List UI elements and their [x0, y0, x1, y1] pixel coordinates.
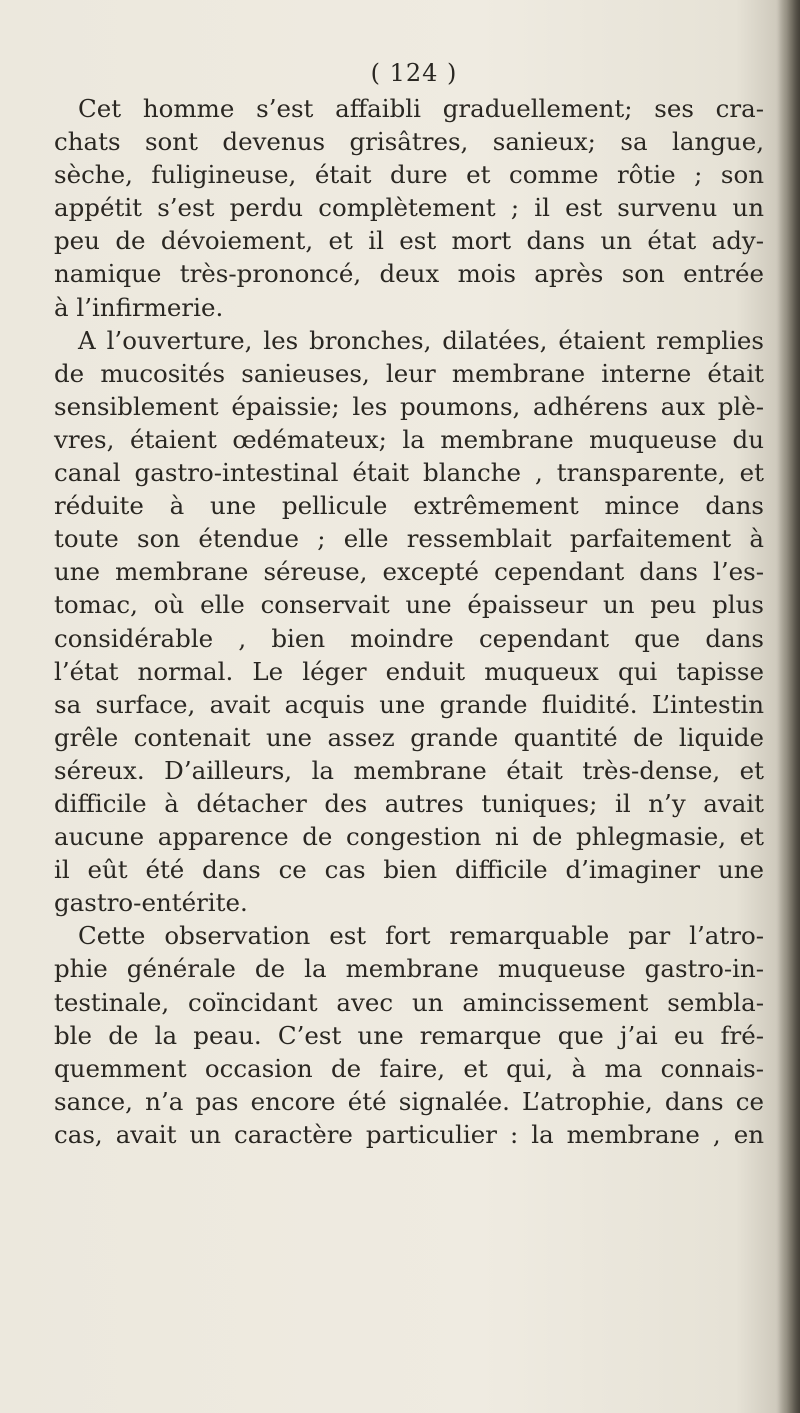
page-text: [54, 58, 764, 1151]
text-line: peu de dévoiement, et il est mort dans un état ady-: [54, 226, 764, 256]
text-line: sensiblement épaissie; les poumons, adhérens aux plè-: [54, 391, 764, 421]
paragraph-2: [54, 324, 764, 920]
text-line: Cet homme s’est affaibli graduellement; ses cra-: [78, 94, 764, 123]
text-line: Cette observation est fort remarquable par l’atro-: [78, 921, 764, 951]
text-line: une membrane séreuse, excepté cependant dans l’es-: [54, 557, 764, 587]
text-line: séreux. D’ailleurs, la membrane était très-dense, et: [54, 755, 764, 785]
paragraph-1: [54, 92, 764, 324]
text-line: ble de la peau. C’est une remarque que j’ai eu fré-: [54, 1020, 764, 1050]
text-line: gastro-entérite.: [54, 888, 248, 918]
text-line: vres, étaient œdémateux; la membrane muqueuse du: [54, 424, 764, 454]
text-line: de mucosités sanieuses, leur membrane interne était: [54, 358, 764, 388]
text-line: à l’infirmerie.: [54, 292, 224, 322]
text-line: sa surface, avait acquis une grande fluidité. L’intestin: [54, 689, 764, 719]
text-line: appétit s’est perdu complètement ; il est survenu un: [54, 193, 764, 223]
text-line: toute son étendue ; elle ressemblait parfaitement à: [54, 524, 764, 554]
text-line: difficile à détacher des autres tuniques; il n’y avait: [54, 788, 764, 818]
text-line: il eût été dans ce cas bien difficile d’imaginer une: [54, 855, 764, 885]
page-gutter-shadow: [778, 0, 800, 1413]
text-line: réduite à une pellicule extrêmement mince dans: [54, 491, 764, 521]
text-line: considérable , bien moindre cependant que dans: [54, 623, 764, 653]
text-line: tomac, où elle conservait une épaisseur un peu plus: [54, 590, 764, 620]
text-line: chats sont devenus grisâtres, sanieux; sa langue,: [54, 127, 764, 157]
text-line: cas, avait un caractère particulier : la membrane , en: [54, 1119, 764, 1149]
text-line: canal gastro-intestinal était blanche , transparente, et: [54, 458, 764, 488]
text-line: A l’ouverture, les bronches, dilatées, étaient remplies: [78, 325, 764, 355]
text-line: aucune apparence de congestion ni de phlegmasie, et: [54, 822, 764, 852]
paragraph-3: [54, 919, 764, 1151]
page-number: ( 124 ): [370, 59, 458, 87]
text-line: phie générale de la membrane muqueuse gastro-in-: [54, 954, 764, 984]
text-line: testinale, coïncidant avec un amincissement sembla-: [54, 987, 764, 1017]
text-line: l’état normal. Le léger enduit muqueux qui tapisse: [54, 656, 764, 686]
text-line: namique très-prononcé, deux mois après son entrée: [54, 259, 764, 289]
text-line: sance, n’a pas encore été signalée. L’atrophie, dans ce: [54, 1086, 764, 1116]
text-line: quemment occasion de faire, et qui, à ma connais-: [54, 1053, 764, 1083]
text-line: grêle contenait une assez grande quantité de liquide: [54, 722, 764, 752]
text-line: sèche, fuligineuse, était dure et comme rôtie ; son: [54, 160, 764, 190]
